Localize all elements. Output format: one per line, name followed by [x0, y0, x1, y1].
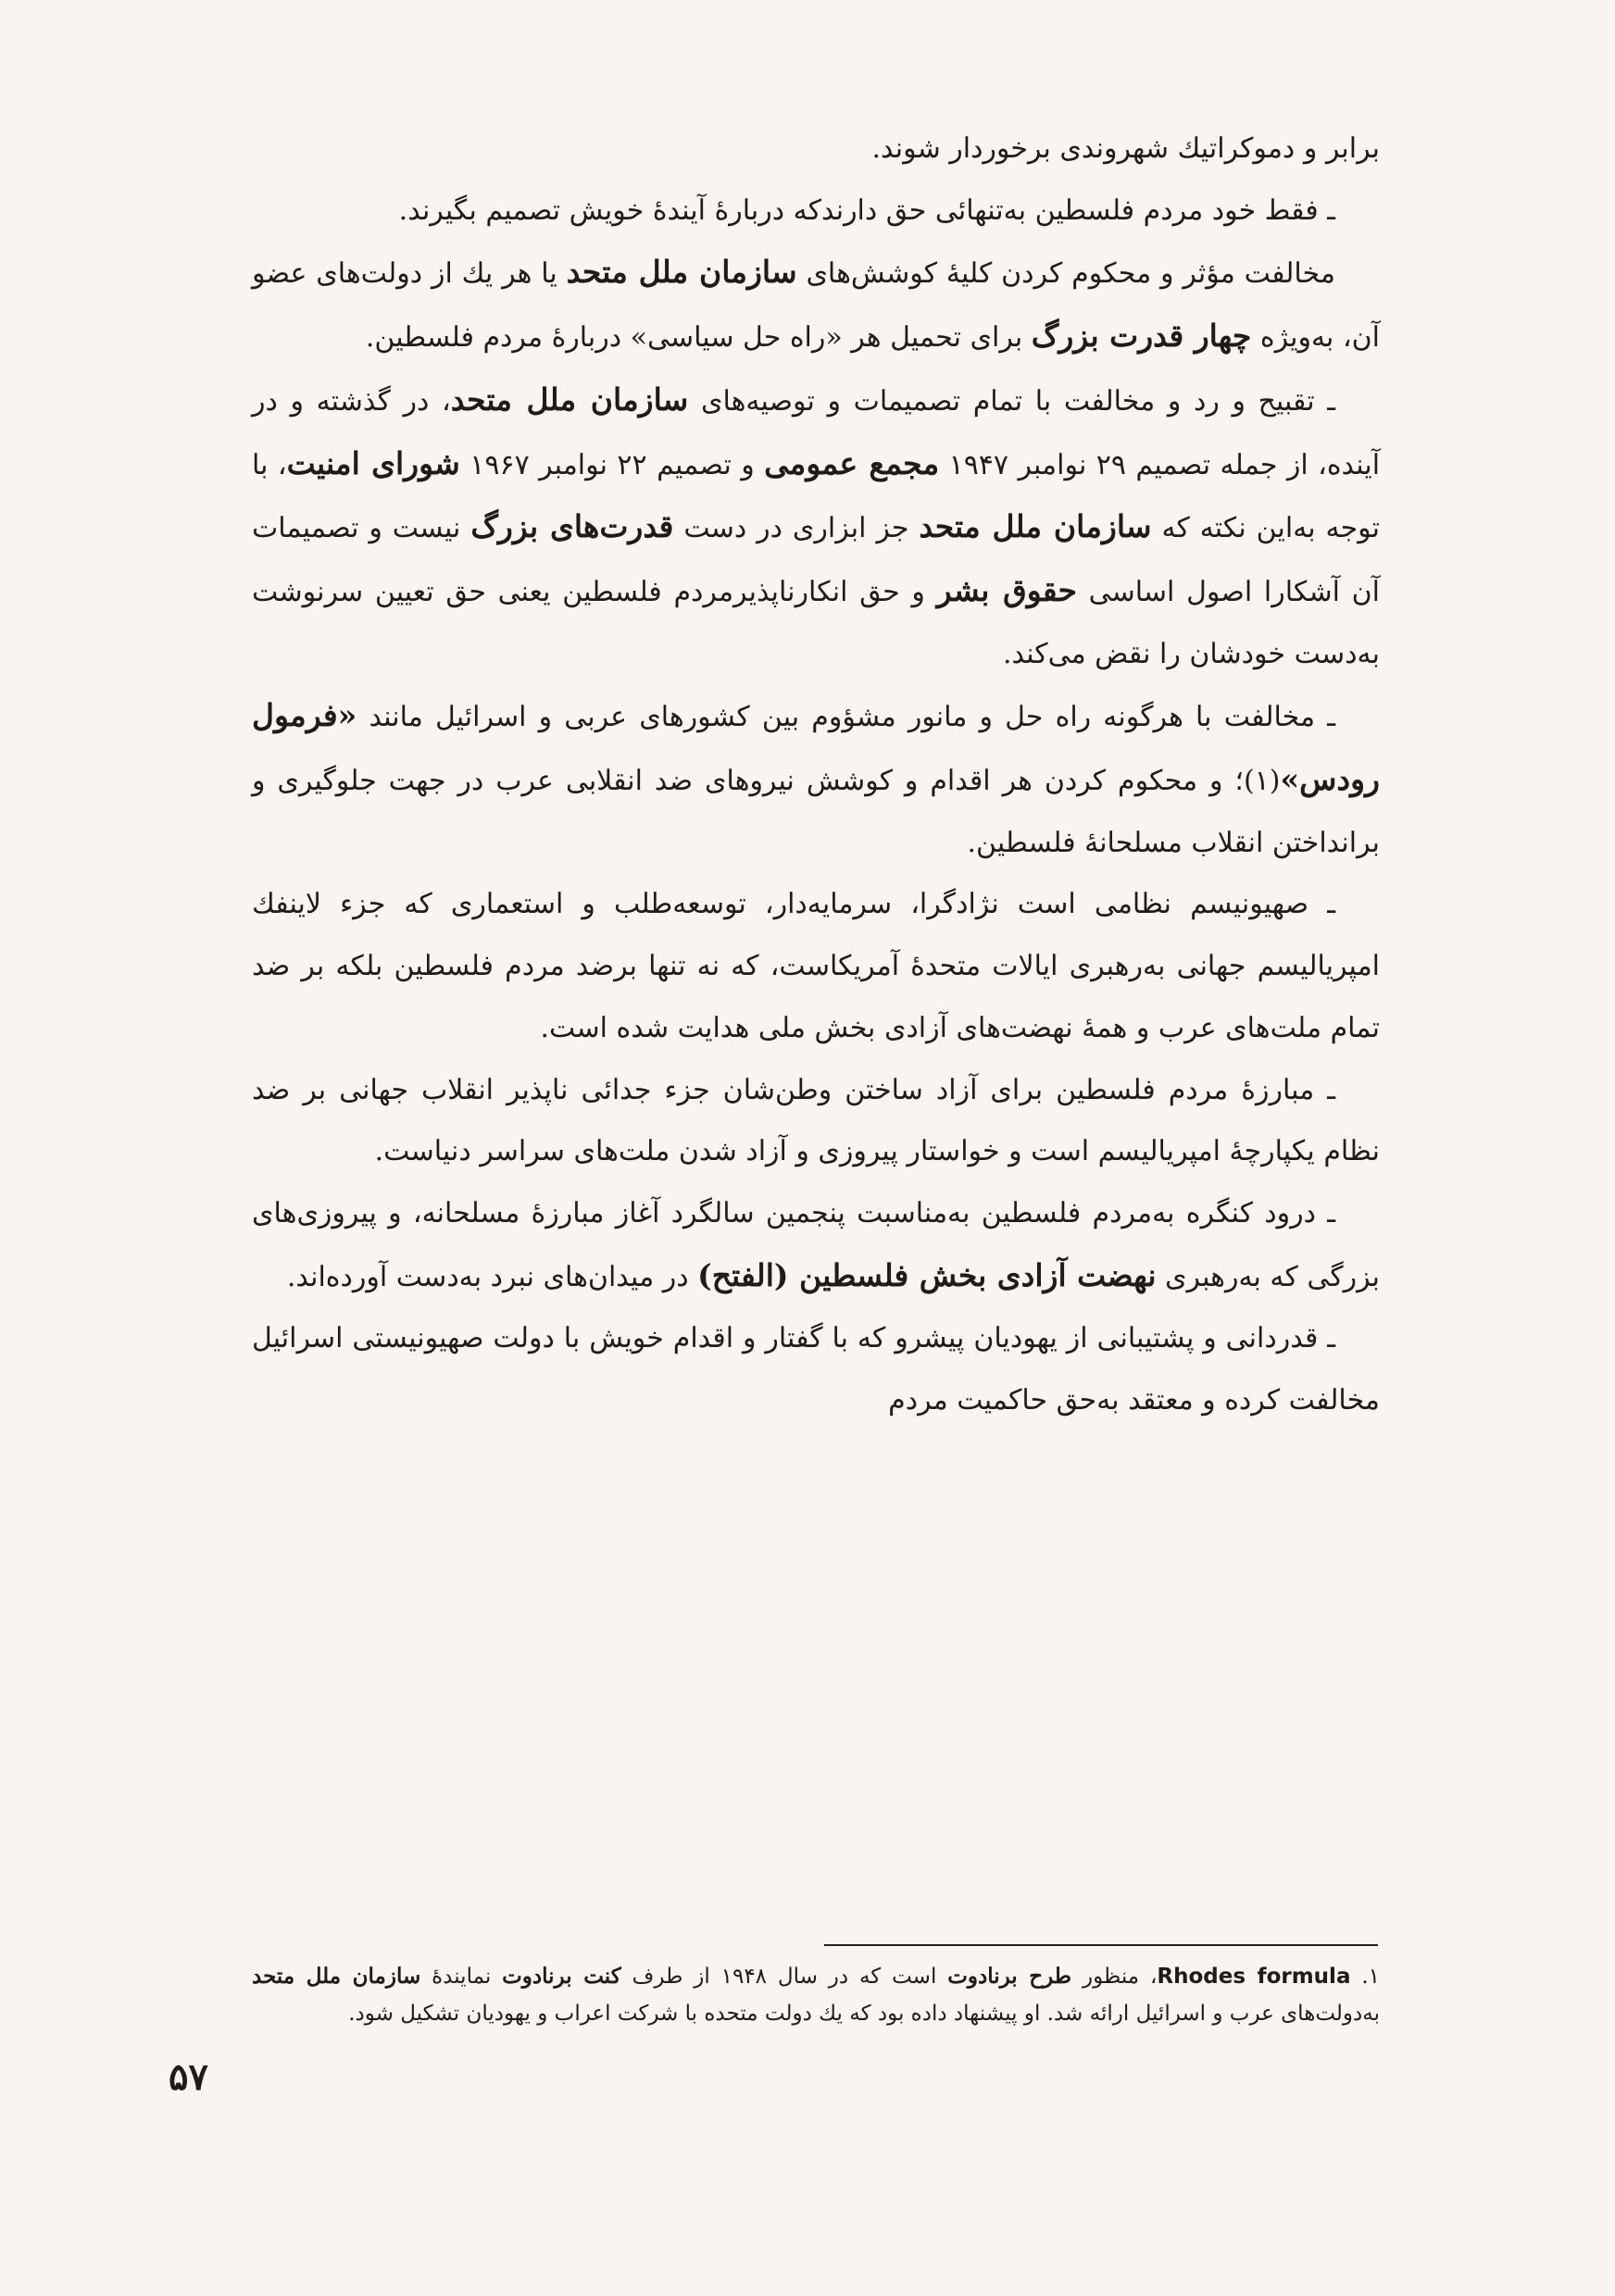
- paragraph: [252, 685, 1380, 874]
- text-run: و تصمیم ۲۲ نوامبر ۱۹۶۷: [459, 448, 765, 481]
- text-run: نمایندۀ: [420, 1965, 503, 1989]
- text-run: ، منظور: [1071, 1965, 1158, 1989]
- text-run: (۱)؛ و محکوم کردن هر اقدام و کوشش نیروهای ضد انقلابی عرب در جهت جلوگیری و برانداختن انقلاب مسلحانۀ فلسطین.: [252, 765, 1380, 859]
- paragraph: [252, 1060, 1380, 1183]
- text-run: جز ابزاری در دست: [673, 512, 920, 545]
- footnote: [252, 1958, 1380, 2032]
- text-run: نیست و تصمیمات آن آشکارا اصول اساسی: [252, 512, 1381, 608]
- emphasis-text: شورای امنیت: [286, 444, 460, 481]
- paragraph: [252, 242, 1380, 368]
- emphasis-text: مجمع عمومی: [764, 444, 940, 481]
- text-run: ـ فقط خود مردم فلسطین به‌تنهائی حق دارندکه دربارۀ آیندۀ خویش تصمیم بگیرند.: [398, 193, 1335, 227]
- emphasis-text: نهضت آزادی بخش فلسطین (الفتح): [697, 1256, 1157, 1293]
- text-run: به‌دولت‌های عرب و اسرائیل ارائه شد. او پیشنهاد داده بود که یك دولت متحده با شرکت اعراب و یهودیان تشکیل شود.: [348, 2002, 1380, 2026]
- emphasis-text: سازمان ملل متحد: [450, 381, 689, 418]
- emphasis-text: سازمان ملل متحد: [566, 254, 797, 291]
- emphasis-text: قدرت‌های بزرگ: [470, 508, 674, 545]
- text-run: مخالفت مؤثر و محکوم کردن کلیۀ کوشش‌های: [796, 257, 1335, 291]
- paragraph: [252, 119, 1380, 181]
- emphasis-text: کنت برنادوت: [502, 1964, 621, 1989]
- paragraph: [252, 369, 1380, 686]
- paragraph: [252, 1308, 1380, 1431]
- emphasis-text: حقوق بشر: [936, 571, 1077, 608]
- paragraph: [252, 1183, 1380, 1308]
- text-run: ۱.: [1350, 1965, 1380, 1989]
- footnote-divider: [824, 1944, 1378, 1946]
- text-run: برابر و دموکراتیك شهروندی برخوردار شوند.: [871, 132, 1380, 165]
- text-run: ، با توجه به‌این نکته که: [252, 448, 1381, 545]
- emphasis-text: سازمان ملل متحد: [252, 1964, 421, 1989]
- text-run: ـ مخالفت با هرگونه راه حل و مانور مشؤوم بین کشورهای عربی و اسرائیل مانند: [357, 701, 1335, 734]
- emphasis-text: سازمان ملل متحد: [919, 508, 1152, 545]
- emphasis-text: «فرمول رودس»: [252, 697, 1380, 798]
- text-run: برای تحمیل هر «راه حل سیاسی» دربارۀ مردم فلسطین.: [365, 321, 1032, 355]
- text-run: ـ قدردانی و پشتیبانی از یهودیان پیشرو که با گفتار و اقدام خویش با دولت صهیونیستی اسرائیل مخالفت کرده و معتقد به‌حق حاکمیت مردم: [252, 1322, 1380, 1417]
- body-text: [252, 119, 1380, 1432]
- text-run: ـ تقبیح و رد و مخالفت با تمام تصمیمات و توصیه‌های: [688, 384, 1335, 418]
- emphasis-text: طرح برنادوت: [947, 1964, 1072, 1989]
- text-run: و حق انکارناپذیرمردم فلسطین یعنی حق تعیین سرنوشت به‌دست خودشان را نقض می‌کند.: [252, 575, 1380, 670]
- text-run: ، در گذشته و در آینده، از جمله تصمیم ۲۹ نوامبر ۱۹۴۷: [252, 384, 1381, 481]
- emphasis-text: چهار قدرت بزرگ: [1031, 318, 1252, 355]
- text-run: ـ صهیونیسم نظامی است نژادگرا، سرمایه‌دار، توسعه‌طلب و استعماری که جزء لاینفك امپریالیسم جهانی به‌رهبری ایالات متحدۀ آمریکاست، که نه تنها برضد مردم فلسطین بلکه بر ضد تمام ملت‌های عرب و همۀ نهضت‌های آزادی بخش ملی هدایت شده است.: [252, 888, 1381, 1044]
- page-number: ۵۷: [169, 2055, 208, 2099]
- text-run: یا هر یك از دولت‌های عضو آن، به‌ویژه: [252, 257, 1380, 355]
- emphasis-text: Rhodes formula: [1157, 1965, 1351, 1989]
- paragraph: [252, 874, 1380, 1059]
- text-run: است که در سال ۱۹۴۸ از طرف: [620, 1965, 948, 1989]
- text-run: در میدان‌های نبرد به‌دست آورده‌اند.: [286, 1260, 698, 1293]
- text-run: ـ درود کنگره به‌مردم فلسطین به‌مناسبت پنجمین سالگرد آغاز مبارزۀ مسلحانه، و پیروزی‌های بزرگی که به‌رهبری: [252, 1196, 1380, 1293]
- text-run: ـ مبارزۀ مردم فلسطین برای آزاد ساختن وطن‌شان جزء جدائی ناپذیر انقلاب جهانی بر ضد نظام یکپارچۀ امپریالیسم است و خواستار پیروزی و آزاد شدن ملت‌های سراسر دنیاست.: [252, 1073, 1380, 1168]
- paragraph: [252, 181, 1380, 243]
